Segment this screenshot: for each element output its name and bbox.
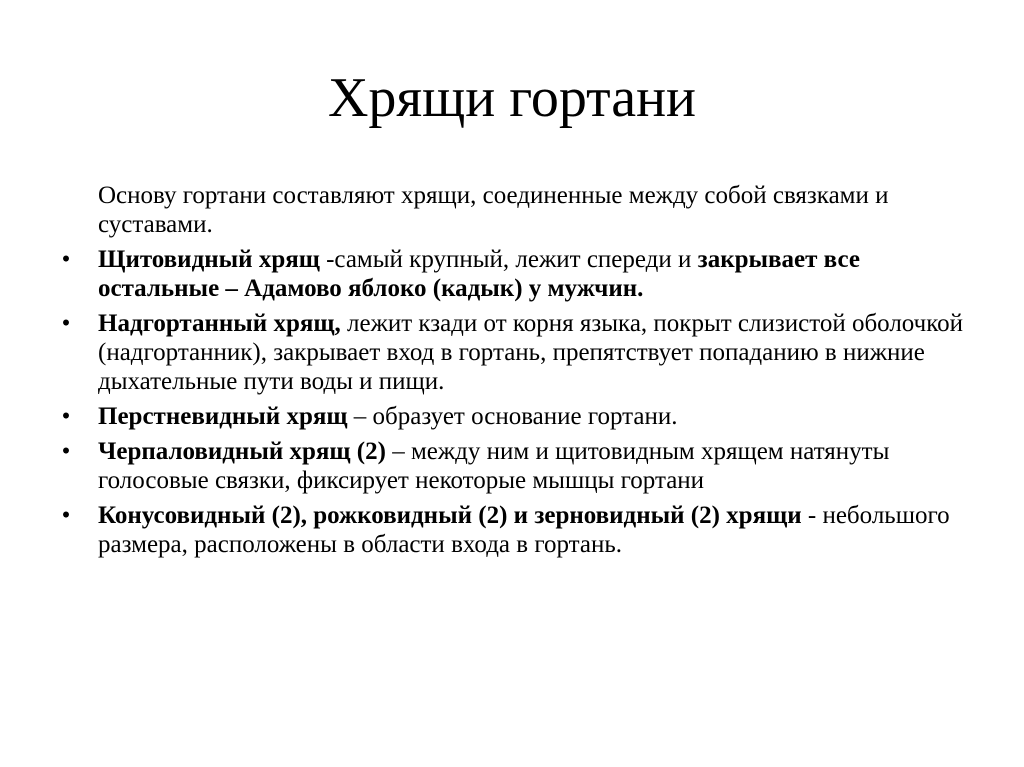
description-text: - небольшого размера, расположены в области входа в гортань. [98,502,950,558]
description-text: – образует основание гортани. [347,403,678,430]
bullet-icon: • [61,438,71,465]
term-small-cartilages: Конусовидный (2), рожковидный (2) и зерновидный (2) хрящи [98,502,802,529]
intro-paragraph: Основу гортани составляют хрящи, соединенные между собой связками и суставами. [98,182,889,238]
term-cricoid-cartilage: Перстневидный хрящ [98,403,348,430]
description-text: -самый крупный, лежит спереди и [326,246,698,273]
bullet-item-thyroid-cartilage [61,245,978,303]
bullet-icon: • [61,403,71,430]
bullet-icon: • [61,246,71,273]
description-text: лежит кзади от корня языка, покрыт слизистой оболочкой (надгортанник), закрывает вход в гортань, препятствует попаданию в нижние дыхательные пути воды и пищи. [98,310,963,395]
slide-title: Хрящи гортани [327,67,697,129]
bullet-icon: • [61,310,71,337]
bullet-item-small-cartilages [61,501,978,559]
bullet-icon: • [61,502,71,529]
term-thyroid-cartilage: Щитовидный хрящ [98,246,327,273]
bullet-list [61,245,978,559]
emphasis-text: закрывает все остальные – Адамово яблоко (кадык) у мужчин. [98,246,860,302]
bullet-item-arytenoid-cartilage [61,437,978,495]
bullet-item-cricoid-cartilage [61,402,978,431]
term-epiglottic-cartilage: Надгортанный хрящ, [98,310,341,337]
slide-body [61,181,978,565]
description-text: – между ним и щитовидным хрящем натянуты голосовые связки, фиксирует некоторые мышцы гортани [98,438,890,494]
term-arytenoid-cartilage: Черпаловидный хрящ (2) [98,438,386,465]
bullet-item-epiglottic-cartilage [61,309,978,396]
